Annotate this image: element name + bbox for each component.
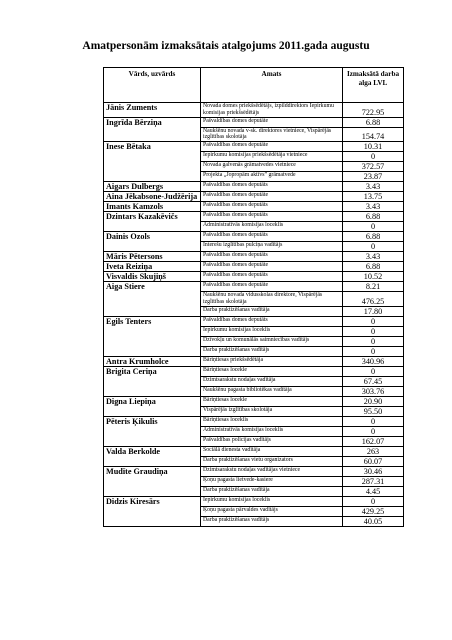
table-body (104, 103, 404, 527)
amount-cell: 154.74 (343, 127, 404, 142)
position-cell: Pašvaldības domes deputāte (201, 262, 343, 272)
table-row (104, 212, 404, 222)
person-name: Visvaldis Skujiņš (104, 272, 201, 282)
amount-cell: 10.31 (343, 142, 404, 152)
position-cell: Iepirkumu komisijas loceklis (201, 496, 343, 506)
amount-cell: 0 (343, 426, 404, 436)
position-cell: Bāriņtiesas locekle (201, 396, 343, 406)
position-cell: Sociālā dienesta vadītāja (201, 446, 343, 456)
table-row (104, 466, 404, 476)
person-name: Aiga Stiere (104, 282, 201, 317)
person-name: Valda Berkolde (104, 446, 201, 466)
amount-cell: 20.90 (343, 396, 404, 406)
person-name: Imants Kamzols (104, 202, 201, 212)
amount-cell: 476.25 (343, 292, 404, 307)
table-row (104, 232, 404, 242)
position-cell: Pašvaldības domes deputāts (201, 252, 343, 262)
position-cell: Pašvaldības domes deputāts (201, 316, 343, 326)
person-name: Aigars Dulbergs (104, 182, 201, 192)
position-cell: Iepirkumu komisijas priekšsēdētāja vietniece (201, 152, 343, 162)
person-name: Pēteris Ķikulis (104, 416, 201, 446)
position-cell: Naukšēnu novada vidusskolas direktore, Vispārējās izglītības skolotāja (201, 292, 343, 307)
amount-cell: 263 (343, 446, 404, 456)
amount-cell: 8.21 (343, 282, 404, 292)
amount-cell: 372.57 (343, 162, 404, 172)
position-cell: Novada galvenās grāmatvedes vietniece (201, 162, 343, 172)
position-cell: Novada domes priekšsēdētājs, izpilddirektors Iepirkumu komisijas priekšsēdētājs (201, 103, 343, 118)
amount-cell: 340.96 (343, 356, 404, 366)
table-row (104, 262, 404, 272)
position-cell: Bāriņtiesas loceklis (201, 416, 343, 426)
amount-cell: 722.95 (343, 103, 404, 118)
amount-cell: 3.43 (343, 202, 404, 212)
table-row (104, 416, 404, 426)
amount-cell: 0 (343, 416, 404, 426)
table-row (104, 202, 404, 212)
table-row (104, 142, 404, 152)
table-row (104, 103, 404, 118)
position-cell: Pašvaldības policijas vadītājs (201, 436, 343, 446)
position-cell: Dzīvokļu un komunālās saimniecības vadītājs (201, 336, 343, 346)
amount-cell: 60.07 (343, 456, 404, 466)
amount-cell: 30.46 (343, 466, 404, 476)
table-row (104, 366, 404, 376)
amount-cell: 0 (343, 496, 404, 506)
amount-cell: 0 (343, 326, 404, 336)
amount-cell: 0 (343, 336, 404, 346)
person-name: Egils Tenters (104, 316, 201, 356)
position-cell: Pašvaldības domes deputāts (201, 182, 343, 192)
person-name: Didzis Kiresārs (104, 496, 201, 526)
position-cell: Bāriņtiesas priekšsēdētāja (201, 356, 343, 366)
position-cell: Pašvaldības domes deputāts (201, 272, 343, 282)
table-header-row (104, 68, 404, 103)
person-name: Aina Jēkabsone-Judžērija (104, 192, 201, 202)
table-row (104, 496, 404, 506)
position-cell: Darba praktizēšanas vietu organizators (201, 456, 343, 466)
amount-cell: 429.25 (343, 506, 404, 516)
position-cell: Pašvaldības domes deputāte (201, 282, 343, 292)
table-row (104, 446, 404, 456)
position-cell: Darba praktizēšanas vadītāja (201, 306, 343, 316)
person-name: Brigita Ceriņa (104, 366, 201, 396)
position-cell: Darba praktizēšanas vadītāja (201, 486, 343, 496)
amount-cell: 0 (343, 222, 404, 232)
amount-cell: 3.43 (343, 182, 404, 192)
position-cell: Projekta „Jopropām aktīvs” grāmatvede (201, 172, 343, 182)
amount-cell: 40.05 (343, 516, 404, 526)
table-row (104, 182, 404, 192)
position-cell: Pašvaldības domes deputāte (201, 117, 343, 127)
person-name: Mudīte Graudiņa (104, 466, 201, 496)
position-cell: Administratīvās komisijas loceklis (201, 222, 343, 232)
person-name: Antra Krumholce (104, 356, 201, 366)
position-cell: Vispārējās izglītības skolotāja (201, 406, 343, 416)
amount-cell: 4.45 (343, 486, 404, 496)
amount-cell: 10.52 (343, 272, 404, 282)
amount-cell: 162.07 (343, 436, 404, 446)
amount-cell: 95.50 (343, 406, 404, 416)
amount-cell: 287.31 (343, 476, 404, 486)
table-row (104, 252, 404, 262)
amount-cell: 0 (343, 316, 404, 326)
position-cell: Pašvaldības domes deputāts (201, 212, 343, 222)
amount-cell: 303.76 (343, 386, 404, 396)
position-cell: Ķoņu pagasta pārvaldes vadītājs (201, 506, 343, 516)
amount-cell: 6.88 (343, 262, 404, 272)
table-row (104, 316, 404, 326)
position-cell: Bāriņtiesas locekle (201, 366, 343, 376)
position-cell: Iepirkumu komisijas loceklis (201, 326, 343, 336)
position-cell: Naukšēnu novada v-sk. direktores vietniece, Vispārējās izglītības skolotāja (201, 127, 343, 142)
person-name: Dzintars Kazakēvičs (104, 212, 201, 232)
amount-cell: 17.80 (343, 306, 404, 316)
amount-cell: 0 (343, 366, 404, 376)
person-name: Inese Bētaka (104, 142, 201, 182)
table-row (104, 117, 404, 127)
position-cell: Pašvaldības domes deputāts (201, 202, 343, 212)
table-row (104, 282, 404, 292)
header-name: Vārds, uzvārds (104, 68, 201, 103)
table-row (104, 396, 404, 406)
position-cell: Darba praktizēšanas vadītājs (201, 346, 343, 356)
table-row (104, 272, 404, 282)
position-cell: Dzimtsarakstu nodaļas vadītāja (201, 376, 343, 386)
person-name: Iveta Reiziņa (104, 262, 201, 272)
position-cell: Dzimtsarakstu nodaļas vadītājas vietniece (201, 466, 343, 476)
amount-cell: 13.75 (343, 192, 404, 202)
amount-cell: 6.88 (343, 232, 404, 242)
position-cell: Pašvaldības domes deputāts (201, 232, 343, 242)
position-cell: Interešu izglītības pulciņa vadītājs (201, 242, 343, 252)
table-row (104, 192, 404, 202)
person-name: Ingrīda Bērziņa (104, 117, 201, 142)
amount-cell: 0 (343, 242, 404, 252)
amount-cell: 3.43 (343, 252, 404, 262)
position-cell: Pašvaldības domes deputāte (201, 192, 343, 202)
position-cell: Naukšēnu pagasta bibliotēkas vadītāja (201, 386, 343, 396)
position-cell: Darba praktizēšanas vadītājs (201, 516, 343, 526)
page-title: Amatpersonām izmaksātais atalgojums 2011.gada augustu (82, 40, 370, 52)
amount-cell: 67.45 (343, 376, 404, 386)
header-position: Amats (201, 68, 343, 103)
header-amount: Izmaksātā darba alga LVL (343, 68, 404, 103)
amount-cell: 23.87 (343, 172, 404, 182)
person-name: Māris Pētersons (104, 252, 201, 262)
amount-cell: 0 (343, 346, 404, 356)
salary-table (103, 67, 404, 527)
person-name: Dainis Ozols (104, 232, 201, 252)
position-cell: Administratīvās komisijas loceklis (201, 426, 343, 436)
table-row (104, 356, 404, 366)
amount-cell: 6.88 (343, 117, 404, 127)
person-name: Jānis Zuments (104, 103, 201, 118)
amount-cell: 0 (343, 152, 404, 162)
amount-cell: 6.88 (343, 212, 404, 222)
person-name: Digna Liepiņa (104, 396, 201, 416)
position-cell: Ķoņu pagasta lietvede-kasiere (201, 476, 343, 486)
position-cell: Pašvaldības domes deputāte (201, 142, 343, 152)
